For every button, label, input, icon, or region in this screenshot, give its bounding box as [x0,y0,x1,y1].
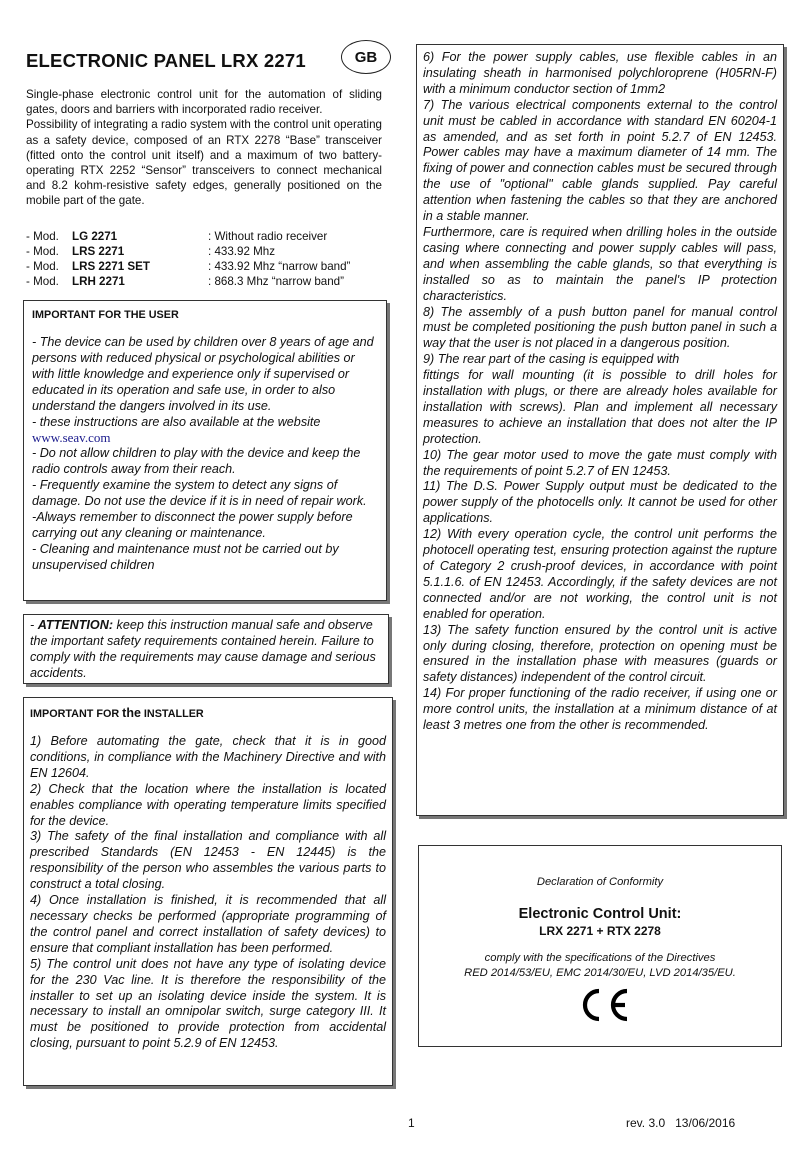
ce-mark-icon [575,986,631,1024]
model-row [26,229,386,244]
installer-item: 4) Once installation is finished, it is recommended that all necessary checks be performed (appropriate programming of the control panel and correct installation of safety devices) to ensure that compliant installation has been performed. [30,893,386,955]
declaration-directives [419,951,781,981]
model-description: : Without radio receiver [208,230,328,243]
intro-paragraph: Single-phase electronic control unit for the automation of sliding gates, doors and barriers with incorporated radio receiver. [26,88,382,117]
page-number: 1 [408,1116,415,1130]
intro-section [26,87,382,209]
installation-note: 14) For proper functioning of the radio receiver, if using one or more control units, the installation at a minimum distance of at least 3 metres one from the other is recommended. [423,686,777,733]
installation-note: fittings for wall mounting (it is possible to drill holes for installation with plugs, or there are already holes available for installation with screws). Plan and implement all necessary measures to achieve an installation that does not alter the IP protection. [423,368,777,446]
installer-item: 2) Check that the location where the installation is located enables compliance with operating temperature limits specified for the device. [30,781,386,828]
installer-heading-the: the [122,706,141,720]
language-badge: GB [341,40,391,74]
declaration-box [418,845,782,1047]
declaration-directives-line: RED 2014/53/EU, EMC 2014/30/EU, LVD 2014/35/EU. [464,967,736,979]
attention-prefix: - [30,618,38,632]
declaration-title: Declaration of Conformity [536,876,664,888]
user-notice-line: -Always remember to disconnect the power supply before carrying out any cleaning or maintenance. [32,509,353,540]
user-notice-line: - these instructions are also available at the website [32,414,321,429]
installation-note: 7) The various electrical components external to the control unit must be cabled in accordance with standard EN 60204-1 as amended, and as set forth in point 5.2.7 of EN 12453. Power cables may have a maximum diameter of 14 mm. The fixing of power and connection cables must be secured through the use of "optional" cable glands supplied. Pay careful attention when fastening the cables so that they are anchored in a stable manner. [423,97,777,224]
installation-note: 11) The D.S. Power Supply output must be dedicated to the power supply of the photocells only. It cannot be used for other applications. [423,479,777,526]
model-row [26,259,386,274]
installer-notice-text [30,734,386,1052]
installer-notice-heading [30,706,386,720]
model-prefix: - Mod. [26,260,59,273]
website-link[interactable]: www.seav.com [32,430,111,446]
declaration-unit-label: Electronic Control Unit: [518,906,682,922]
installation-notes-box [416,44,784,816]
model-code: LRS 2271 SET [72,260,150,273]
model-description: : 433.92 Mhz [208,245,276,258]
installation-note: Furthermore, care is required when drilling holes in the outside casing where connecting and power supply cables will pass, and when assembling the cable glands, so that everything is installed so as to maintain the panel's IP protection characteristics. [423,224,777,303]
model-description: : 433.92 Mhz “narrow band” [208,260,351,273]
installer-notice-box [23,697,393,1086]
installation-note: 8) The assembly of a push button panel for manual control must be completed positioning the push button panel in such a way that the user is not placed in a dangerous position. [423,304,777,351]
page-title: ELECTRONIC PANEL LRX 2271 [26,50,306,71]
revision-info: rev. 3.0 13/06/2016 [626,1116,736,1130]
user-notice-line: - The device can be used by children over 8 years of age and persons with reduced physical or psychological abilities or with little knowledge and experience only if supervised or educated in its operation and safe use, in order to also understand the dangers involved in its use. [32,335,374,413]
intro-paragraph: Possibility of integrating a radio system with the control unit operating as a safety device, composed of an RTX 2278 “Base” transceiver (fitted onto the control unit itself) and a maximum of two battery-operating RTX 2252 “Sensor” transceivers to connect mechanical and 8.2 kohm-resistive safety edges, generally positioned on the mobile part of the gate. [26,118,382,208]
user-notice-line: - Frequently examine the system to detect any signs of damage. Do not use the device if it is in need of repair work. [32,478,367,509]
model-description: : 868.3 Mhz “narrow band” [208,275,344,288]
user-notice-line: - Do not allow children to play with the device and keep the radio controls away from their reach. [32,446,361,477]
model-prefix: - Mod. [26,230,59,243]
installer-item: 3) The safety of the final installation and compliance with all prescribed Standards (EN 12453 - EN 12445) is the responsibility of the person who assembles the various parts to construct a total closing. [30,829,386,892]
installer-item: 1) Before automating the gate, check that it is in good conditions, in compliance with the Machinery Directive and with EN 12604. [30,734,386,780]
installation-note: 6) For the power supply cables, use flexible cables in an insulating sheath in harmonised polychloroprene (H05RN-F) with a minimum conductor section of 1mm2 [423,50,777,96]
installer-heading-pre: IMPORTANT FOR [30,708,123,720]
user-notice-heading: IMPORTANT FOR THE USER [32,309,179,321]
user-notice-line: - Cleaning and maintenance must not be carried out by unsupervised children [32,541,339,572]
attention-label: ATTENTION: [37,618,114,632]
installation-note: 9) The rear part of the casing is equipped with [423,352,680,367]
model-prefix: - Mod. [26,245,59,258]
model-code: LRS 2271 [72,245,125,258]
declaration-directives-line: comply with the specifications of the Directives [484,952,716,964]
model-prefix: - Mod. [26,275,59,288]
installer-heading-post: INSTALLER [140,708,204,720]
model-code: LG 2271 [72,230,118,243]
installation-note: 13) The safety function ensured by the control unit is active only during closing, therefore, protection on opening must be ensured in the installation phase with measures (guards or safety distances) independent of the control circuit. [423,622,777,685]
installation-note: 10) The gear motor used to move the gate must comply with the requirements of point 5.2.7 of EN 12453. [423,447,777,478]
model-row [26,244,386,259]
model-code: LRH 2271 [72,275,125,288]
model-list [26,229,386,289]
installation-note: 12) With every operation cycle, the control unit performs the photocell operating test, ensuring protection against the rupture of Category 2 crush-proof devices, in accordance with point 5.1.1.6. of EN 12453. Accordingly, if the safety devices are not connected and/or are not working, the control unit is not enabled for operation. [423,527,777,621]
installer-item: 5) The control unit does not have any type of isolating device for the 230 Vac line. It is therefore the responsibility of the installer to set up an isolating device inside the system. It is necessary to install an omnipolar switch, surge category III. It must be positioned to provide protection from accidental closing, pursuant to point 5.2.9 of EN 12453. [30,956,386,1051]
model-row [26,274,386,289]
attention-box [23,614,389,684]
user-notice-text [32,335,380,574]
declaration-models: LRX 2271 + RTX 2278 [539,924,661,938]
user-notice-box [23,300,387,601]
attention-text: keep this instruction manual safe and observe the important safety requirements contained herein. Failure to comply with the requirements may cause damage and serious accidents. [30,618,376,680]
